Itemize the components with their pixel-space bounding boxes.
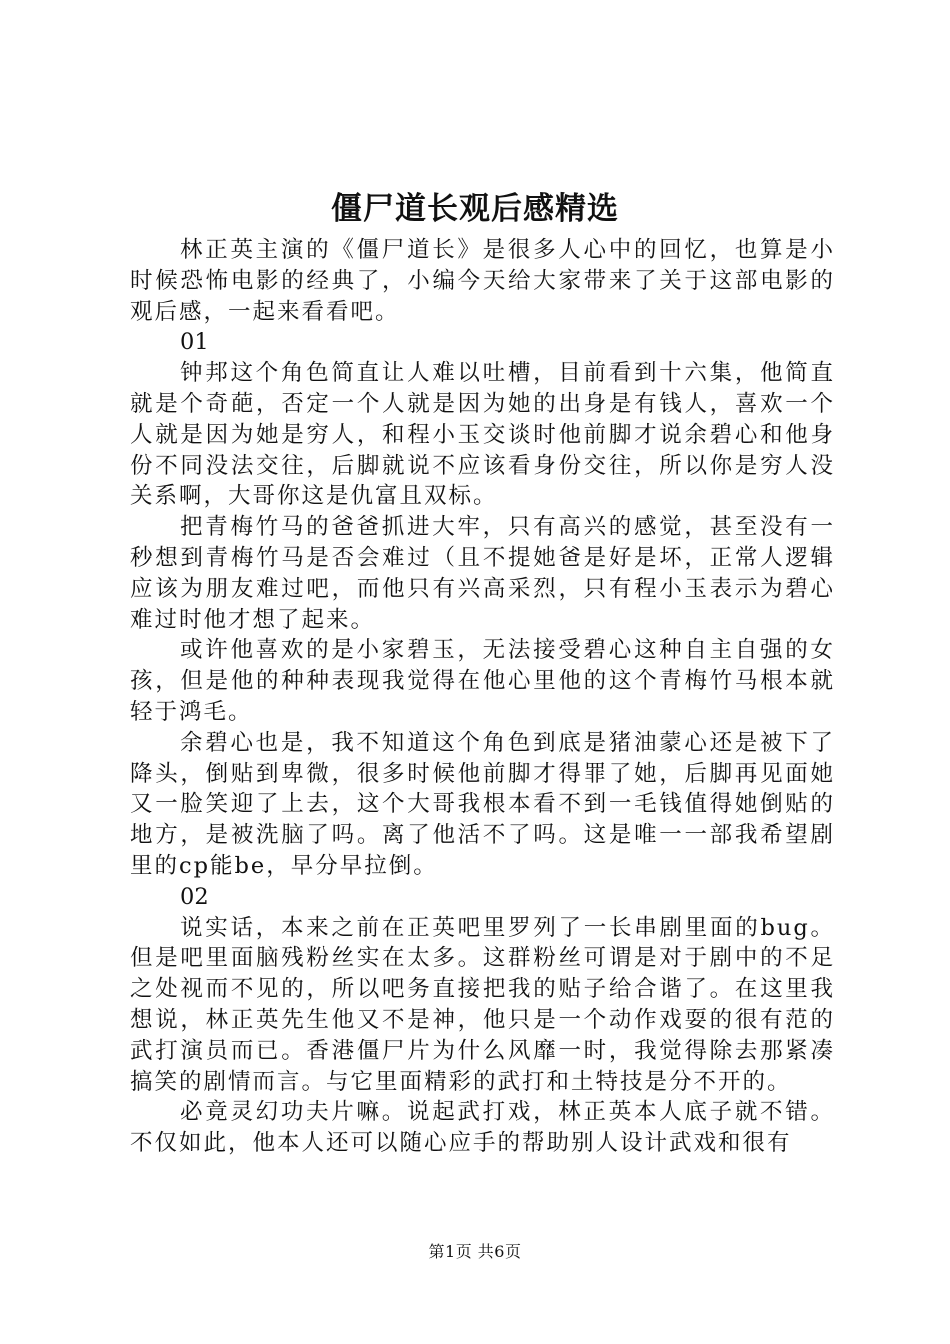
section1-paragraph: 或许他喜欢的是小家碧玉，无法接受碧心这种自主自强的女孩，但是他的种种表现我觉得在他心里他的这个青梅竹马根本就轻于鸿毛。 xyxy=(130,637,835,725)
section2-paragraph: 必竟灵幻功夫片嘛。说起武打戏，林正英本人底子就不错。不仅如此，他本人还可以随心应手的帮助别人设计武戏和很有 xyxy=(130,1099,835,1157)
section1-paragraph: 余碧心也是，我不知道这个角色到底是猪油蒙心还是被下了降头，倒贴到卑微，很多时候他前脚才得罪了她，后脚再见面她又一脸笑迎了上去，这个大哥我根本看不到一毛钱值得她倒贴的地方，是被洗脑了吗。离了他活不了吗。这是唯一一部我希望剧里的cp能be，早分早拉倒。 xyxy=(130,729,835,879)
intro-paragraph: 林正英主演的《僵尸道长》是很多人心中的回忆，也算是小时候恐怖电影的经典了，小编今天给大家带来了关于这部电影的观后感，一起来看看吧。 xyxy=(130,237,835,325)
section-number-02: 02 xyxy=(180,883,209,910)
document-body xyxy=(130,235,835,1159)
document-title: 僵尸道长观后感精选 xyxy=(331,191,619,227)
section-number-01: 01 xyxy=(180,329,209,356)
section1-paragraph: 把青梅竹马的爸爸抓进大牢，只有高兴的感觉，甚至没有一秒想到青梅竹马是否会难过（且不提她爸是好是坏，正常人逻辑应该为朋友难过吧，而他只有兴高采烈，只有程小玉表示为碧心难过时他才想了起来。 xyxy=(130,514,835,633)
section1-paragraph: 钟邦这个角色简直让人难以吐槽，目前看到十六集，他简直就是个奇葩，否定一个人就是因为她的出身是有钱人，喜欢一个人就是因为她是穷人，和程小玉交谈时他前脚才说余碧心和他身份不同没法交往，后脚就说不应该看身份交往，所以你是穷人没关系啊，大哥你这是仇富且双标。 xyxy=(130,360,835,510)
section2-paragraph: 说实话，本来之前在正英吧里罗列了一长串剧里面的bug。但是吧里面脑残粉丝实在太多。这群粉丝可谓是对于剧中的不足之处视而不见的，所以吧务直接把我的贴子给合谐了。在这里我想说，林正英先生他又不是神，他只是一个动作戏耍的很有范的武打演员而已。香港僵尸片为什么风靡一时，我觉得除去那紧凑搞笑的剧情而言。与它里面精彩的武打和土特技是分不开的。 xyxy=(130,914,835,1095)
page-footer: 第1页 共6页 xyxy=(428,1242,522,1261)
